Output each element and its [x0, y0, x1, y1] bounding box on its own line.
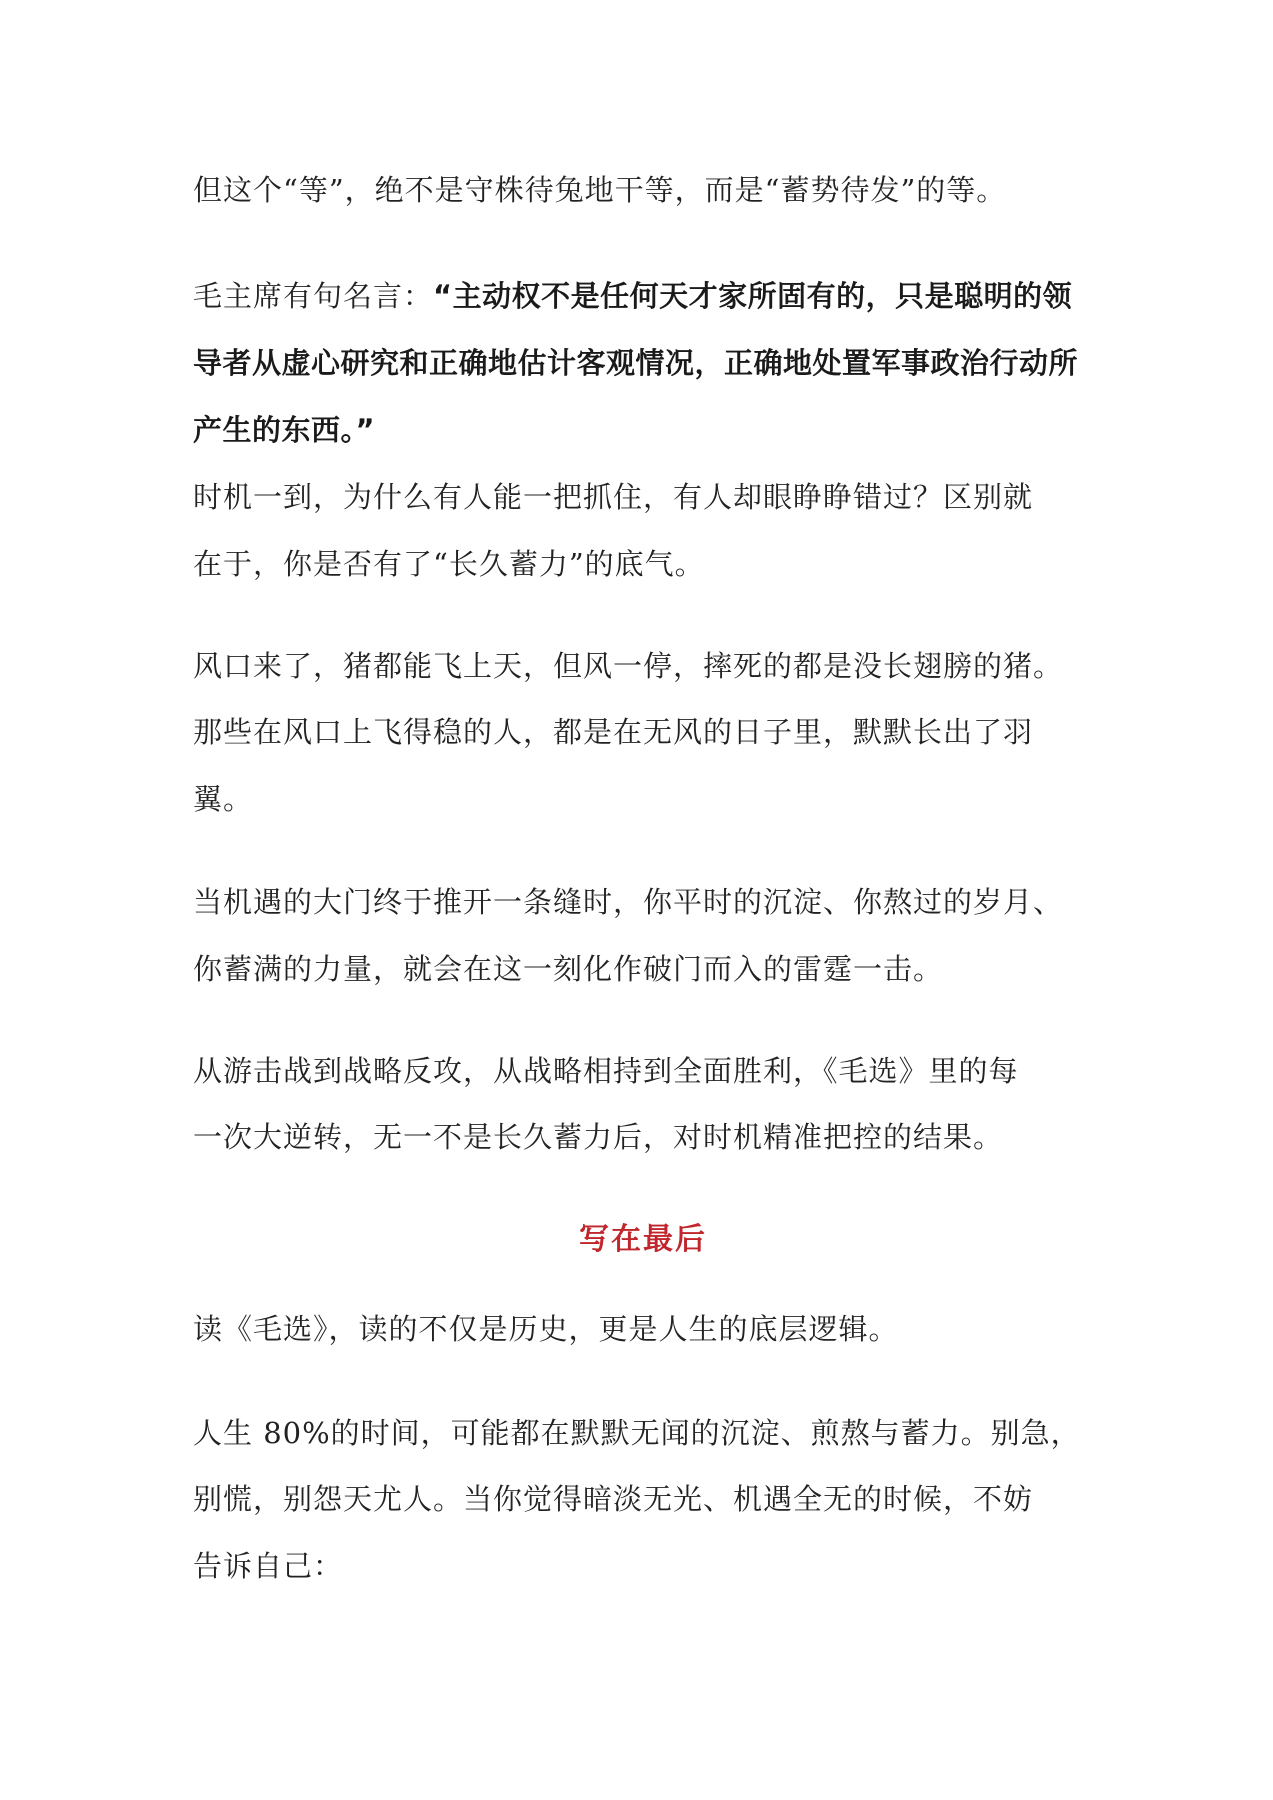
paragraph-4-line-2: 那些在风口上飞得稳的人，都是在无风的日子里，默默长出了羽: [193, 715, 1034, 749]
paragraph-8-line-3: 告诉自己：: [193, 1549, 344, 1583]
paragraph-8-line-2: 别慌，别怨天尤人。当你觉得暗淡无光、机遇全无的时候，不妨: [193, 1482, 1034, 1516]
paragraph-4-line-1: 风口来了，猪都能飞上天，但风一停，摔死的都是没长翅膀的猪。: [193, 649, 1064, 683]
quote-text-part-3: 产生的东西。”: [193, 413, 376, 447]
paragraph-3-line-1: 时机一到，为什么有人能一把抓住，有人却眼睁睁错过？区别就: [193, 480, 1034, 514]
paragraph-1-line-1: 但这个“等”，绝不是守株待兔地干等，而是“蓄势待发”的等。: [193, 173, 1007, 207]
paragraph-7-line-1: 读《毛选》，读的不仅是历史，更是人生的底层逻辑。: [193, 1312, 899, 1346]
paragraph-5-line-2: 你蓄满的力量，就会在这一刻化作破门而入的雷霆一击。: [193, 952, 944, 986]
section-heading: 写在最后: [579, 1222, 707, 1257]
paragraph-2-line-1: [193, 276, 1072, 316]
quote-text-part-2: 导者从虚心研究和正确地估计客观情况，正确地处置军事政治行动所: [193, 346, 1079, 380]
paragraph-4-line-3: 翼。: [193, 782, 254, 816]
quote-text-part-1: “主动权不是任何天才家所固有的，只是聪明的领: [433, 279, 1073, 313]
paragraph-5-line-1: 当机遇的大门终于推开一条缝时，你平时的沉淀、你熬过的岁月、: [193, 885, 1064, 919]
document-page: [193, 0, 1093, 1800]
paragraph-3-line-2: 在于，你是否有了“长久蓄力”的底气。: [193, 547, 705, 581]
paragraph-8-line-1: 人生 80%的时间，可能都在默默无闻的沉淀、煎熬与蓄力。别急，: [193, 1416, 1081, 1450]
paragraph-6-line-1: 从游击战到战略反攻，从战略相持到全面胜利，《毛选》里的每: [193, 1054, 1019, 1088]
quote-intro: 毛主席有句名言：: [193, 279, 434, 313]
paragraph-6-line-2: 一次大逆转，无一不是长久蓄力后，对时机精准把控的结果。: [193, 1120, 1004, 1154]
